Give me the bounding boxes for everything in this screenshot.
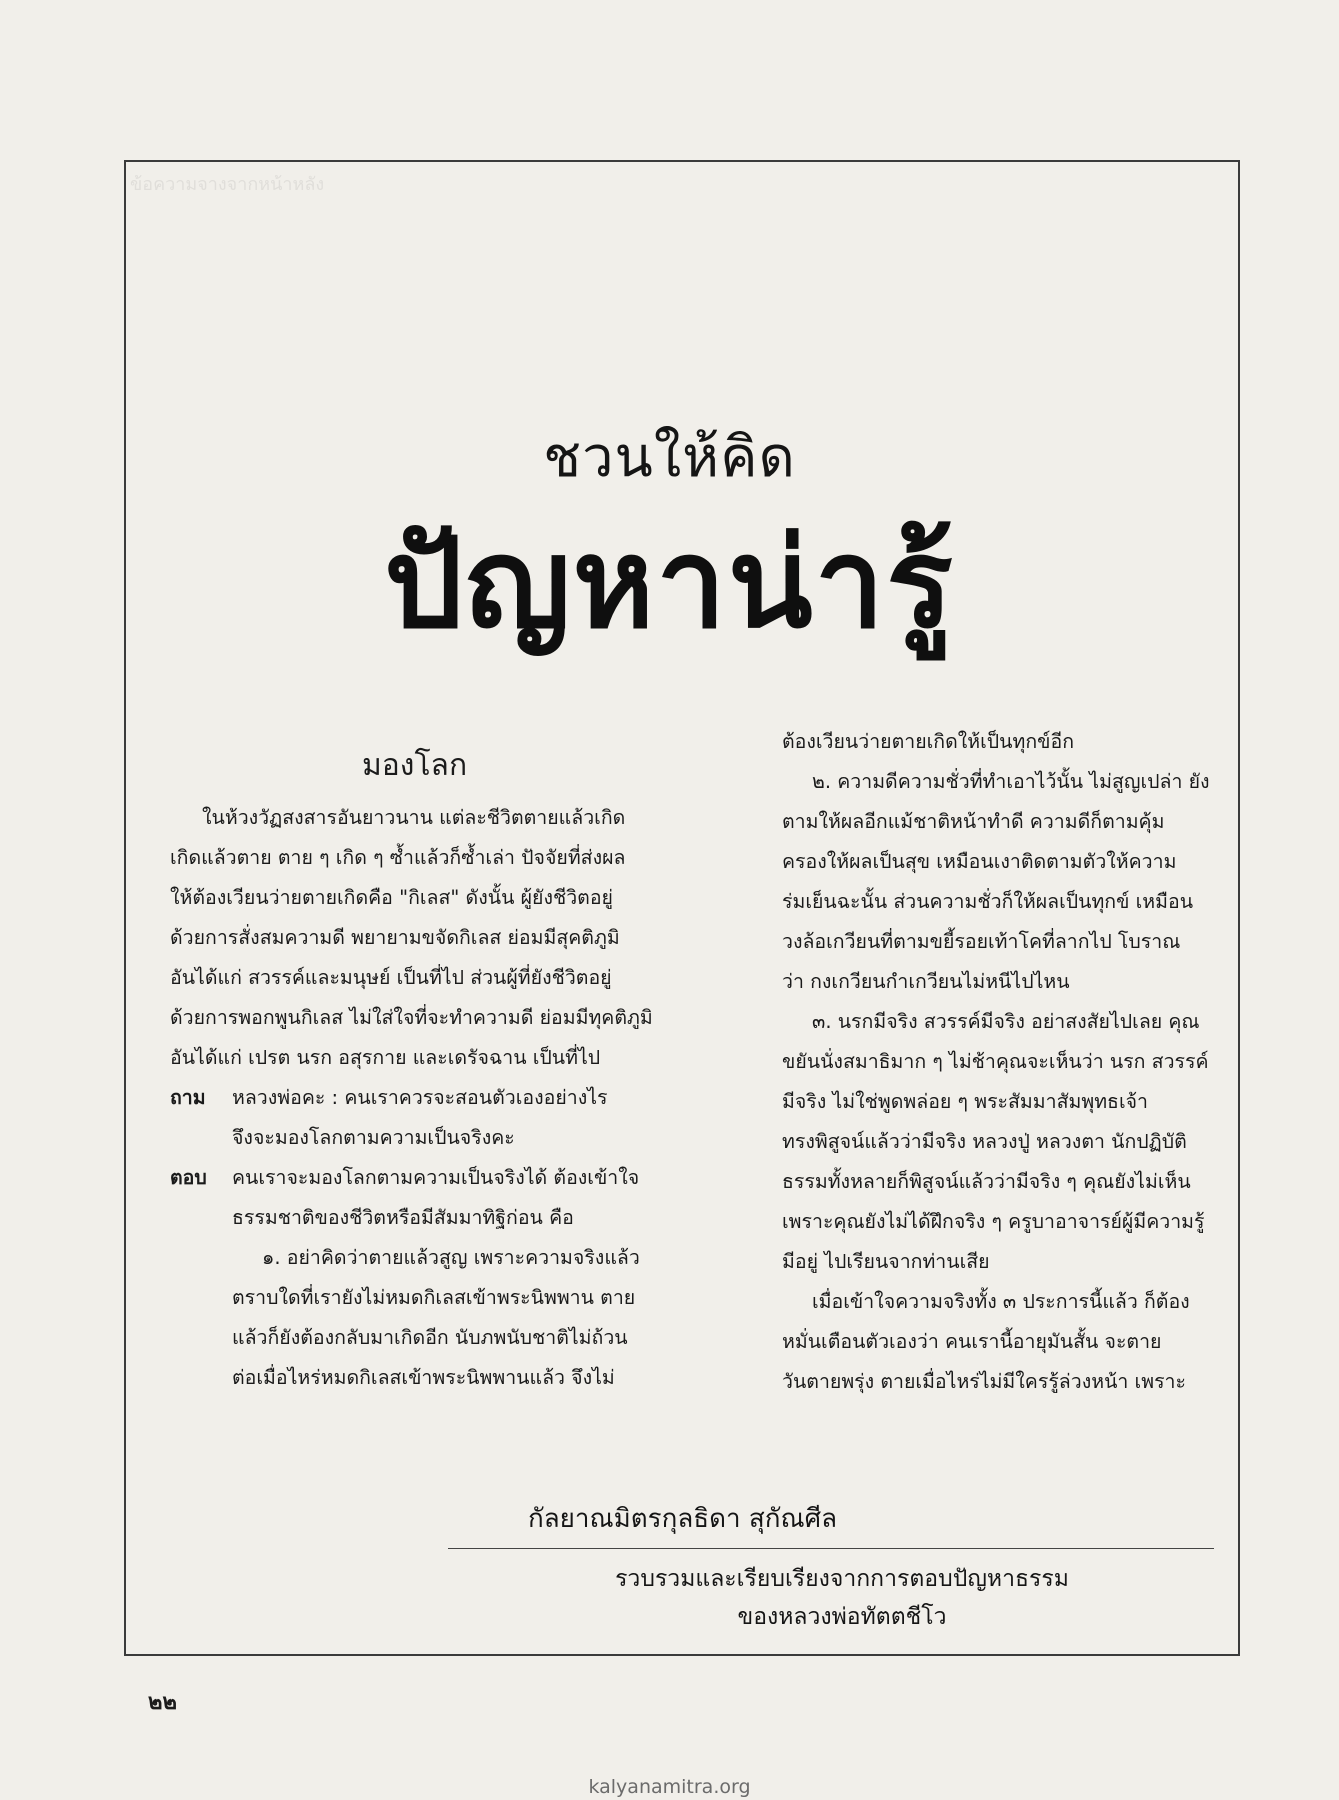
body-line: วันตายพรุ่ง ตายเมื่อไหร่ไม่มีใครรู้ล่วงหน้า เพราะ xyxy=(782,1370,1186,1393)
footer-url: kalyanamitra.org xyxy=(588,1776,751,1798)
intro-line: ในห้วงวัฏสงสารอันยาวนาน แต่ละชีวิตตายแล้วเกิด xyxy=(202,806,626,829)
question-block xyxy=(170,1078,760,1158)
body-line: ว่า กงเกวียนกำเกวียนไม่หนีไปไหน xyxy=(782,970,1070,993)
question-line: จึงจะมองโลกตามความเป็นจริงคะ xyxy=(232,1126,515,1149)
intro-line: อันได้แก่ สวรรค์และมนุษย์ เป็นที่ไป ส่วนผู้ที่ยังชีวิตอยู่ xyxy=(170,966,612,989)
body-line: ทรงพิสูจน์แล้วว่ามีจริง หลวงปู่ หลวงตา นักปฏิบัติ xyxy=(782,1130,1187,1153)
answer-block xyxy=(170,1158,760,1398)
body-line: ธรรมทั้งหลายก็พิสูจน์แล้วว่ามีจริง ๆ คุณยังไม่เห็น xyxy=(782,1170,1191,1193)
intro-line: ด้วยการสั่งสมความดี พยายามขจัดกิเลส ย่อมมีสุคติภูมิ xyxy=(170,926,620,949)
author-byline: กัลยาณมิตรกุลธิดา สุกัณศีล xyxy=(528,1504,838,1534)
body-line: ตามให้ผลอีกแม้ชาติหน้าทำดี ความดีก็ตามคุ้ม xyxy=(782,810,1165,833)
body-line: เมื่อเข้าใจความจริงทั้ง ๓ ประการนี้แล้ว ก็ต้อง xyxy=(812,1290,1190,1313)
question-label: ถาม xyxy=(170,1086,206,1109)
credit-line: ของหลวงพ่อทัตตชีโว xyxy=(737,1604,947,1630)
page-number: ๒๒ xyxy=(148,1690,178,1715)
bleed-through-left: ข้อความจางจากหน้าหลัง xyxy=(130,174,325,195)
body-line: เพราะคุณยังไม่ได้ฝึกจริง ๆ ครูบาอาจารย์ผู้มีความรู้ xyxy=(782,1210,1205,1233)
body-line: วงล้อเกวียนที่ตามขยี้รอยเท้าโคที่ลากไป โบราณ xyxy=(782,930,1181,953)
article-subtitle: ชวนให้คิด xyxy=(543,425,796,490)
right-column xyxy=(782,722,1212,1402)
body-line: หมั่นเตือนตัวเองว่า คนเรานี้อายุมันสั้น จะตาย xyxy=(782,1330,1162,1353)
answer-line: คนเราจะมองโลกตามความเป็นจริงได้ ต้องเข้าใจ xyxy=(232,1166,640,1189)
point-one-line: แล้วก็ยังต้องกลับมาเกิดอีก นับภพนับชาติไม่ถ้วน xyxy=(232,1326,628,1349)
point-one-line: ๑. อย่าคิดว่าตายแล้วสูญ เพราะความจริงแล้ว xyxy=(262,1246,640,1269)
answer-label: ตอบ xyxy=(170,1166,207,1189)
point-one-line: ตราบใดที่เรายังไม่หมดกิเลสเข้าพระนิพพาน ตาย xyxy=(232,1286,636,1309)
point-one-line: ต่อเมื่อไหร่หมดกิเลสเข้าพระนิพพานแล้ว จึงไม่ xyxy=(232,1366,615,1389)
body-line: ๒. ความดีความชั่วที่ทำเอาไว้นั้น ไม่สูญเปล่า ยัง xyxy=(812,770,1210,793)
left-column xyxy=(170,798,760,1398)
article-title: ปัญหาน่ารู้ xyxy=(384,512,955,656)
body-line: ๓. นรกมีจริง สวรรค์มีจริง อย่าสงสัยไปเลย คุณ xyxy=(812,1010,1200,1033)
intro-line: ให้ต้องเวียนว่ายตายเกิดคือ "กิเลส" ดังนั้น ผู้ยังชีวิตอยู่ xyxy=(170,886,613,909)
section-heading: มองโลก xyxy=(362,748,468,783)
question-line: หลวงพ่อคะ : คนเราควรจะสอนตัวเองอย่างไร xyxy=(232,1086,608,1109)
divider xyxy=(448,1548,1214,1549)
body-line: มีอยู่ ไปเรียนจากท่านเสีย xyxy=(782,1250,990,1273)
body-line: ต้องเวียนว่ายตายเกิดให้เป็นทุกข์อีก xyxy=(782,730,1075,753)
intro-line: ด้วยการพอกพูนกิเลส ไม่ใส่ใจที่จะทำความดี ย่อมมีทุคติภูมิ xyxy=(170,1006,653,1029)
body-line: ร่มเย็นฉะนั้น ส่วนความชั่วก็ให้ผลเป็นทุกข์ เหมือน xyxy=(782,890,1194,913)
body-line: มีจริง ไม่ใช่พูดพล่อย ๆ พระสัมมาสัมพุทธเจ้า xyxy=(782,1090,1148,1113)
body-line: ขยันนั่งสมาธิมาก ๆ ไม่ช้าคุณจะเห็นว่า นรก สวรรค์ xyxy=(782,1050,1209,1073)
intro-line: อันได้แก่ เปรต นรก อสุรกาย และเดรัจฉาน เป็นที่ไป xyxy=(170,1046,601,1069)
credit-line: รวบรวมและเรียบเรียงจากการตอบปัญหาธรรม xyxy=(615,1566,1069,1592)
intro-line: เกิดแล้วตาย ตาย ๆ เกิด ๆ ซ้ำแล้วก็ซ้ำเล่า ปัจจัยที่ส่งผล xyxy=(170,846,626,869)
body-line: ครองให้ผลเป็นสุข เหมือนเงาติดตามตัวให้ความ xyxy=(782,850,1177,873)
credit-block xyxy=(452,1560,1232,1636)
answer-line: ธรรมชาติของชีวิตหรือมีสัมมาทิฐิก่อน คือ xyxy=(232,1206,574,1229)
